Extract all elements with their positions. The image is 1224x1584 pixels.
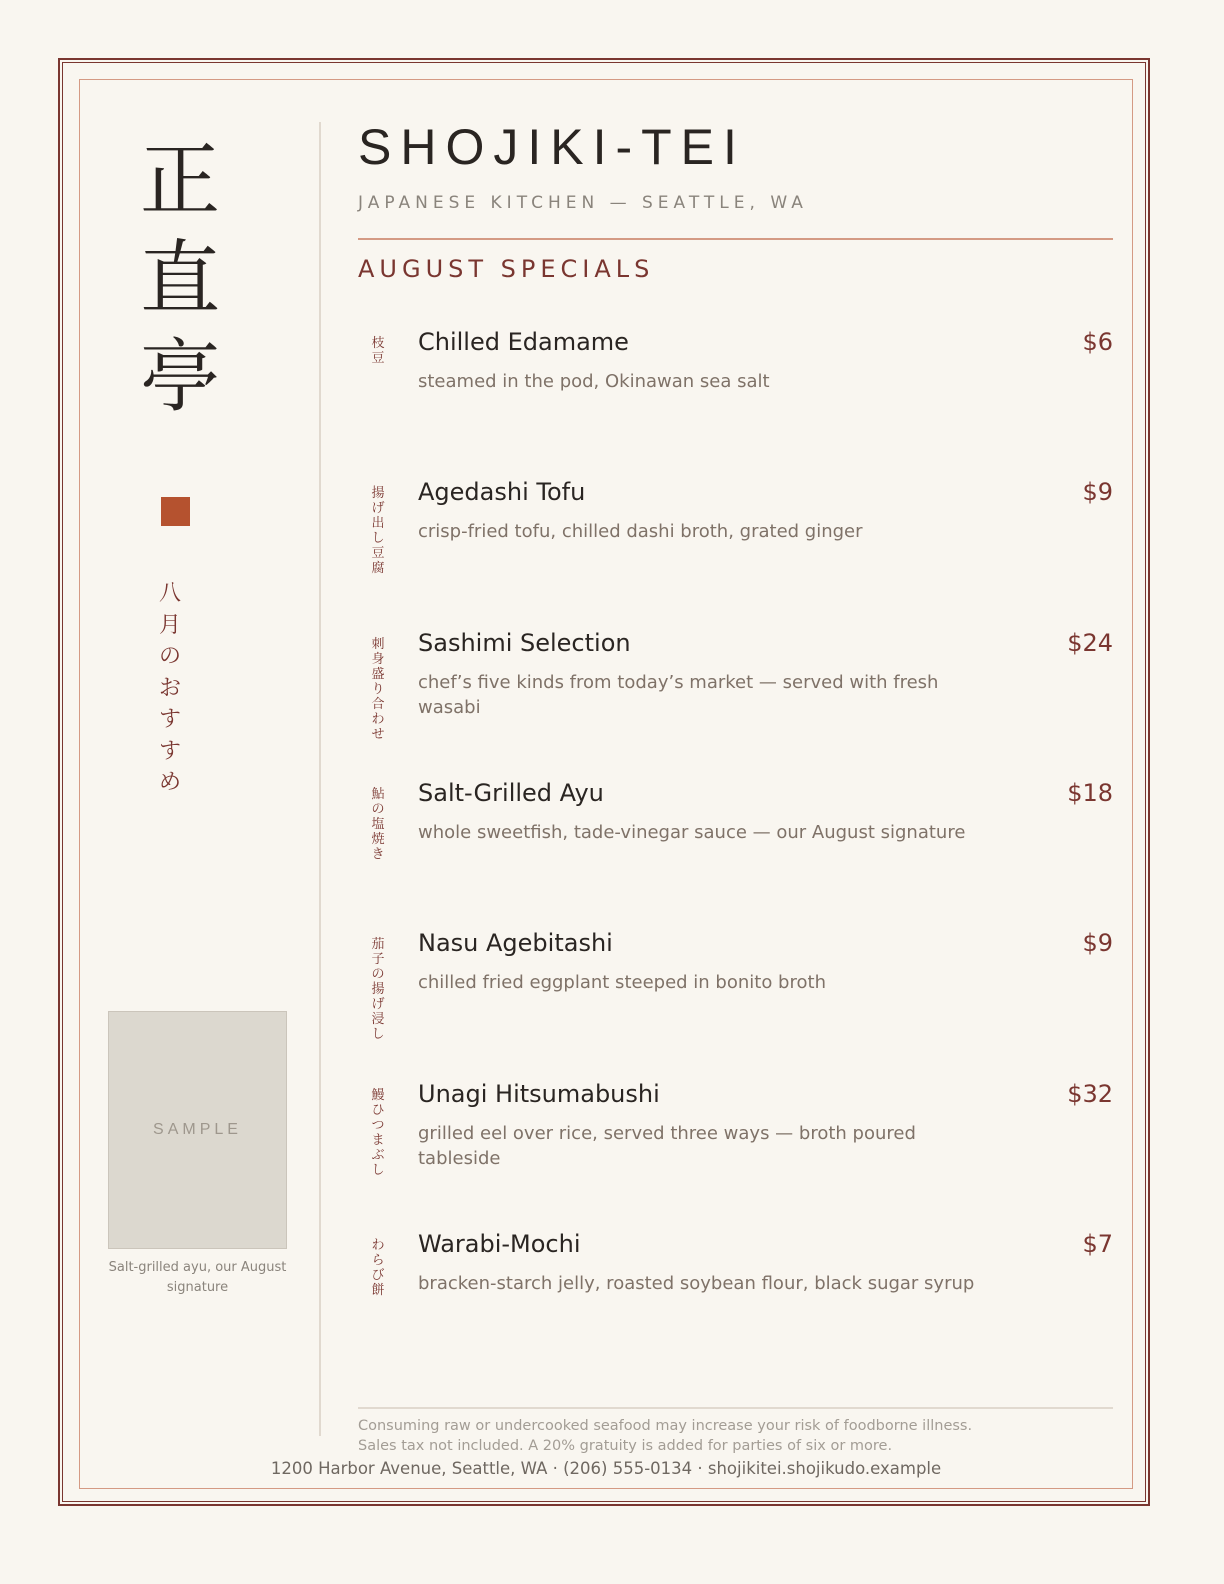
japanese-char: げ xyxy=(371,501,385,516)
menu-item-japanese xyxy=(366,787,390,862)
japanese-char: つ xyxy=(371,1118,385,1133)
menu-item-japanese xyxy=(366,637,390,742)
menu-item-price: $7 xyxy=(1082,1230,1113,1258)
vertical-char: の xyxy=(158,644,181,669)
menu-item-name: Salt-Grilled Ayu xyxy=(418,779,604,807)
japanese-char: ら xyxy=(371,1253,385,1268)
restaurant-name: SHOJIKI-TEI xyxy=(358,119,746,175)
menu-item xyxy=(358,629,1113,757)
menu-item-price: $9 xyxy=(1082,478,1113,506)
menu-item-name: Sashimi Selection xyxy=(418,629,631,657)
kanji-char: 直 xyxy=(140,232,220,325)
kanji-char: 亭 xyxy=(140,330,220,423)
menu-item-description: chef’s five kinds from today’s market — served with fresh wasabi xyxy=(418,672,939,718)
menu-item-japanese xyxy=(366,486,390,576)
menu-item-description: steamed in the pod, Okinawan sea salt xyxy=(418,371,770,392)
menu-item xyxy=(358,929,1113,1057)
footer-note xyxy=(358,1416,1118,1456)
menu-item-price: $9 xyxy=(1082,929,1113,957)
photo-placeholder xyxy=(108,1011,287,1249)
vertical-char: お xyxy=(158,675,181,701)
japanese-char: ぶ xyxy=(371,1148,385,1163)
vertical-subtitle xyxy=(155,578,185,799)
menu-item-price: $18 xyxy=(1067,779,1113,807)
japanese-char: り xyxy=(371,682,385,697)
menu-item-japanese xyxy=(366,1088,390,1178)
accent-square xyxy=(161,497,190,526)
vertical-char: 八 xyxy=(158,581,181,606)
menu-item-price: $6 xyxy=(1082,328,1113,356)
japanese-char: び xyxy=(371,1268,385,1283)
japanese-char: 出 xyxy=(371,516,385,531)
sidebar-divider xyxy=(319,122,321,1436)
footer-note-line: Sales tax not included. A 20% gratuity is added for parties of six or more. xyxy=(358,1438,893,1454)
vertical-char: 月 xyxy=(158,612,181,638)
menu-item-name: Chilled Edamame xyxy=(418,328,629,356)
menu-item-name: Agedashi Tofu xyxy=(418,478,586,506)
japanese-char: げ xyxy=(371,997,385,1012)
japanese-char: 鮎 xyxy=(371,787,385,802)
japanese-char: わ xyxy=(371,712,385,727)
menu-item-price: $24 xyxy=(1067,629,1113,657)
japanese-char: き xyxy=(371,847,385,862)
japanese-char: 盛 xyxy=(371,667,385,682)
menu-item-japanese xyxy=(366,1238,390,1298)
japanese-char: わ xyxy=(371,1238,385,1253)
menu-item xyxy=(358,779,1113,907)
menu-item-name: Nasu Agebitashi xyxy=(418,929,613,957)
menu-item-japanese xyxy=(366,937,390,1042)
menu-item-description: whole sweetfish, tade-vinegar sauce — our August signature xyxy=(418,822,966,843)
japanese-char: 枝 xyxy=(371,336,385,351)
vertical-char: め xyxy=(158,770,181,795)
menu-item-description: crisp-fried tofu, chilled dashi broth, grated ginger xyxy=(418,521,863,542)
japanese-char: 豆 xyxy=(371,351,385,366)
japanese-char: し xyxy=(371,1027,385,1042)
japanese-char: 豆 xyxy=(371,546,385,561)
japanese-char: ひ xyxy=(371,1103,385,1118)
japanese-char: 刺 xyxy=(371,637,385,652)
menu-item-price: $32 xyxy=(1067,1080,1113,1108)
japanese-char: 茄 xyxy=(371,937,385,952)
japanese-char: 腐 xyxy=(371,561,385,576)
title-divider xyxy=(358,238,1113,240)
menu-item-name: Warabi-Mochi xyxy=(418,1230,581,1258)
japanese-char: せ xyxy=(371,727,385,742)
kanji-char: 正 xyxy=(140,134,220,227)
japanese-char: 身 xyxy=(371,652,385,667)
japanese-char: 合 xyxy=(371,697,385,712)
japanese-char: の xyxy=(371,967,385,982)
footer-note-line: Consuming raw or undercooked seafood may increase your risk of foodborne illness. xyxy=(358,1418,973,1434)
japanese-char: ま xyxy=(371,1133,385,1148)
japanese-char: 揚 xyxy=(371,486,385,501)
japanese-char: 鰻 xyxy=(371,1088,385,1103)
menu-item-name: Unagi Hitsumabushi xyxy=(418,1080,660,1108)
footer-address: 1200 Harbor Avenue, Seattle, WA · (206) 555-0134 · shojikitei.shojikudo.example xyxy=(270,1459,942,1478)
menu-item-description: chilled fried eggplant steeped in bonito broth xyxy=(418,972,826,993)
japanese-char: 浸 xyxy=(371,1012,385,1027)
section-title: AUGUST SPECIALS xyxy=(358,255,655,283)
menu-item-description: grilled eel over rice, served three ways — broth poured tableside xyxy=(418,1123,916,1169)
menu-item xyxy=(358,1230,1113,1358)
photo-caption: Salt-grilled ayu, our August signature xyxy=(108,1260,287,1295)
photo-label: SAMPLE xyxy=(153,1121,242,1138)
menu-item xyxy=(358,478,1113,606)
japanese-char: し xyxy=(371,531,385,546)
japanese-char: の xyxy=(371,802,385,817)
menu-item xyxy=(358,1080,1113,1208)
japanese-char: 塩 xyxy=(371,817,385,832)
menu-item-description: bracken-starch jelly, roasted soybean flour, black sugar syrup xyxy=(418,1273,975,1294)
vertical-char: す xyxy=(158,738,181,764)
kanji-logo xyxy=(130,132,230,426)
japanese-char: 子 xyxy=(371,952,385,967)
japanese-char: し xyxy=(371,1163,385,1178)
japanese-char: 揚 xyxy=(371,982,385,997)
japanese-char: 餅 xyxy=(371,1283,385,1298)
restaurant-subtitle: JAPANESE KITCHEN — SEATTLE, WA xyxy=(358,193,808,213)
footer-divider xyxy=(358,1407,1113,1409)
menu-item xyxy=(358,328,1113,456)
menu-item-japanese xyxy=(366,336,390,366)
japanese-char: 焼 xyxy=(371,832,385,847)
vertical-char: す xyxy=(158,707,181,732)
